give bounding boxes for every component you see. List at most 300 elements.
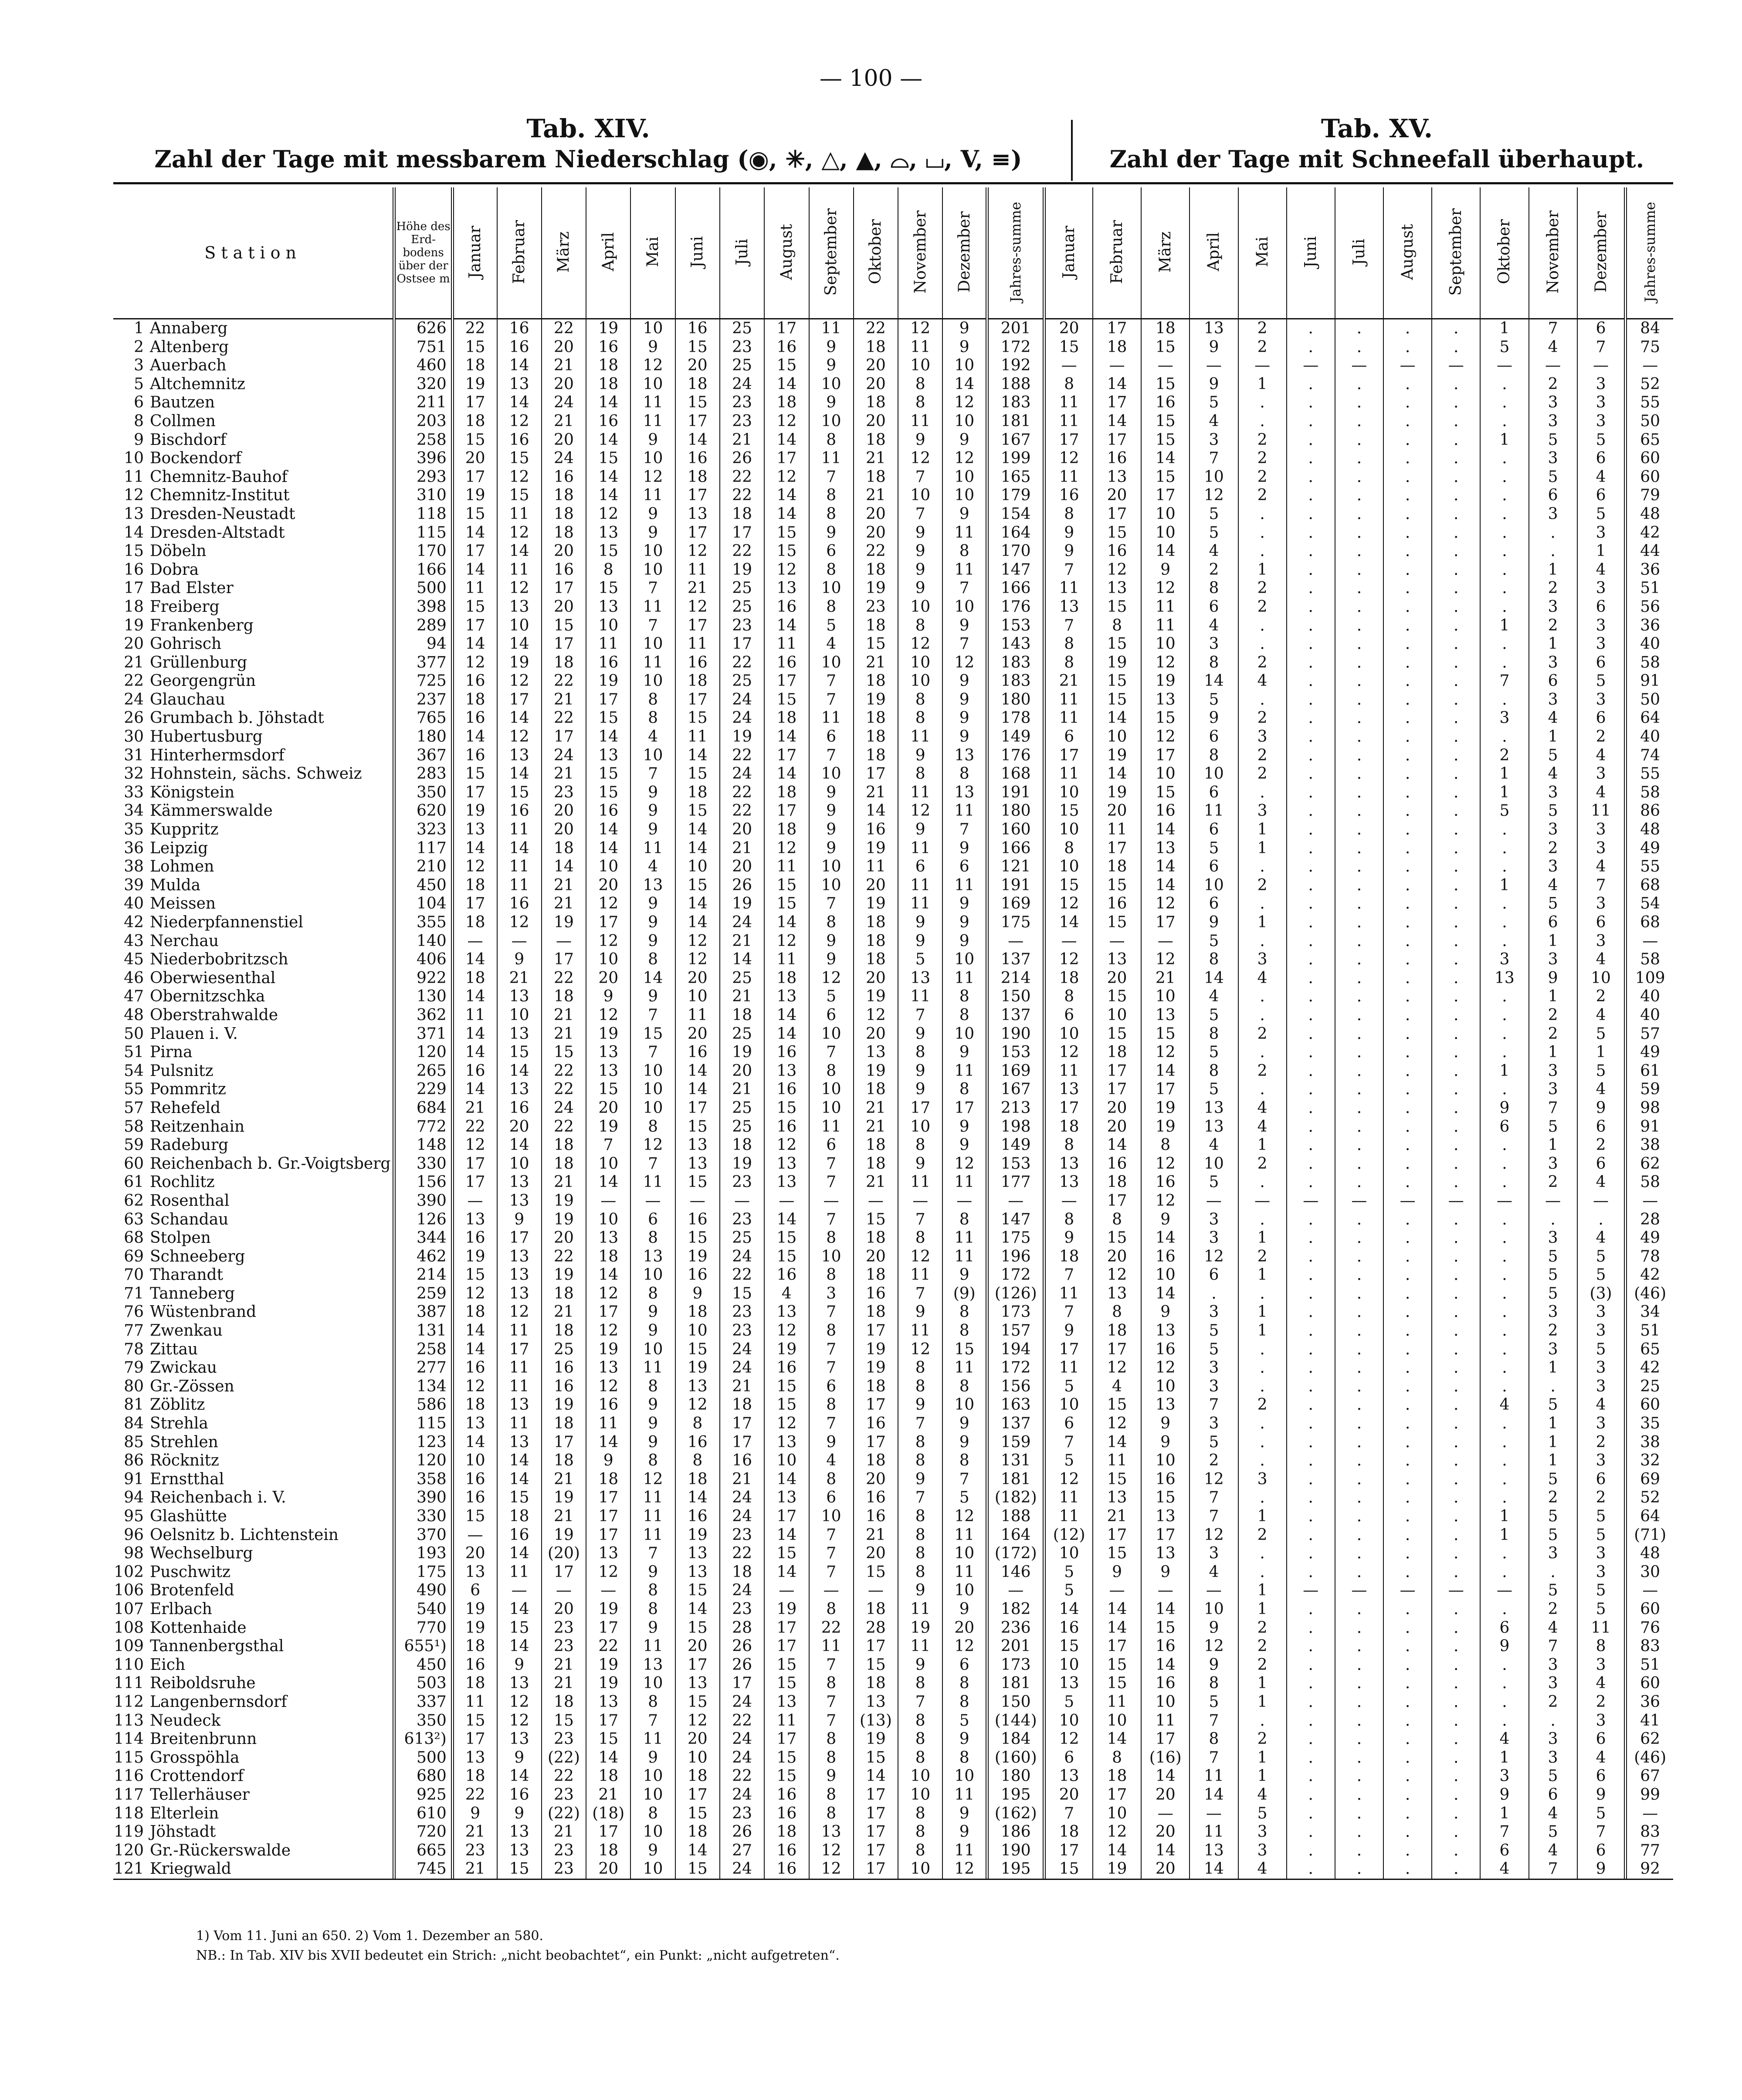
value-cell: 2: [1238, 709, 1287, 728]
value-cell: 12: [1093, 561, 1141, 580]
station-cell: [113, 356, 394, 375]
value-cell: 69: [1626, 1470, 1673, 1489]
value-cell: .: [1432, 802, 1480, 821]
value-cell: .: [1383, 932, 1432, 951]
value-cell: 6: [1577, 1767, 1626, 1786]
value-cell: 188: [987, 1507, 1044, 1526]
value-cell: .: [1238, 412, 1287, 431]
value-cell: 12: [452, 654, 497, 672]
value-cell: 4: [1190, 617, 1238, 635]
value-cell: .: [1287, 1062, 1335, 1081]
value-cell: 15: [854, 1656, 898, 1675]
value-cell: 17: [854, 765, 898, 784]
value-cell: —: [542, 1581, 586, 1600]
value-cell: 16: [675, 1043, 720, 1062]
value-cell: 5: [1529, 1526, 1577, 1545]
value-cell: .: [1480, 505, 1528, 524]
value-cell: .: [1335, 1842, 1383, 1860]
value-cell: 10: [1190, 876, 1238, 895]
station-number: 78: [124, 1340, 144, 1358]
header-xiv-3: [542, 187, 586, 319]
value-cell: 17: [586, 1712, 630, 1730]
table-row: [113, 1025, 1673, 1044]
value-cell: 48: [1626, 505, 1673, 524]
value-cell: 7: [1480, 1823, 1528, 1842]
table-row: [113, 1211, 1673, 1229]
value-cell: 10: [1044, 821, 1093, 839]
value-cell: 14: [854, 802, 898, 821]
elevation-cell: 460: [394, 356, 452, 375]
station-cell: [113, 1266, 394, 1285]
value-cell: .: [1287, 1860, 1335, 1879]
table-row: [113, 728, 1673, 746]
value-cell: .: [1383, 1229, 1432, 1248]
value-cell: 3: [1190, 1359, 1238, 1377]
table-row: [113, 1489, 1673, 1507]
value-cell: 12: [497, 913, 542, 932]
value-cell: 9: [942, 1805, 987, 1823]
value-cell: .: [1383, 821, 1432, 839]
value-cell: 44: [1626, 542, 1673, 561]
value-cell: 3: [1529, 821, 1577, 839]
value-cell: 6: [809, 1006, 854, 1025]
value-cell: .: [1383, 895, 1432, 913]
value-cell: 1: [1238, 1229, 1287, 1248]
value-cell: 4: [1238, 672, 1287, 691]
table-row: [113, 1248, 1673, 1266]
value-cell: .: [1287, 654, 1335, 672]
value-cell: 13: [1190, 1842, 1238, 1860]
value-cell: 21: [586, 1786, 630, 1805]
value-cell: 11: [809, 1118, 854, 1137]
value-cell: 5: [1529, 1507, 1577, 1526]
station-name: Langenbernsdorf: [150, 1693, 287, 1711]
value-cell: .: [1287, 1155, 1335, 1174]
value-cell: .: [1480, 468, 1528, 487]
value-cell: 8: [630, 1377, 675, 1396]
value-cell: 6: [1044, 1749, 1093, 1768]
value-cell: .: [1480, 913, 1528, 932]
value-cell: 12: [1141, 654, 1190, 672]
value-cell: 13: [586, 524, 630, 543]
value-cell: 20: [854, 876, 898, 895]
value-cell: .: [1335, 746, 1383, 765]
value-cell: 15: [764, 1229, 809, 1248]
value-cell: 159: [987, 1433, 1044, 1452]
value-cell: .: [1480, 1080, 1528, 1099]
value-cell: 15: [586, 765, 630, 784]
value-cell: .: [1238, 1080, 1287, 1099]
value-cell: 18: [854, 1155, 898, 1174]
value-cell: 16: [497, 431, 542, 450]
value-cell: 13: [675, 1155, 720, 1174]
value-cell: 190: [987, 1025, 1044, 1044]
station-cell: [113, 876, 394, 895]
value-cell: 9: [1190, 1656, 1238, 1675]
value-cell: 5: [1529, 895, 1577, 913]
value-cell: 11: [942, 969, 987, 988]
value-cell: 5: [1529, 1767, 1577, 1786]
value-cell: 5: [1529, 1285, 1577, 1303]
value-cell: 25: [720, 356, 764, 375]
value-cell: 17: [542, 1563, 586, 1582]
elevation-cell: 390: [394, 1489, 452, 1507]
value-cell: .: [1335, 394, 1383, 412]
elevation-cell: 131: [394, 1322, 452, 1340]
value-cell: .: [1383, 412, 1432, 431]
elevation-cell: 765: [394, 709, 452, 728]
value-cell: 11: [1044, 1062, 1093, 1081]
header-xiv-8-label: August: [777, 224, 796, 280]
value-cell: 16: [1141, 1674, 1190, 1693]
value-cell: .: [1432, 1452, 1480, 1470]
value-cell: .: [1577, 1211, 1626, 1229]
tab15-title: Zahl der Tage mit Schneefall überhaupt.: [1109, 145, 1644, 173]
header-xv-8-label: August: [1399, 224, 1417, 280]
value-cell: 16: [764, 1118, 809, 1137]
value-cell: 4: [1529, 338, 1577, 357]
station-name: Königstein: [150, 783, 235, 801]
value-cell: 20: [854, 356, 898, 375]
value-cell: 10: [809, 876, 854, 895]
value-cell: .: [1287, 1470, 1335, 1489]
value-cell: 40: [1626, 1006, 1673, 1025]
value-cell: 40: [1626, 635, 1673, 654]
value-cell: .: [1335, 1526, 1383, 1545]
value-cell: 14: [1190, 1786, 1238, 1805]
value-cell: 15: [764, 1544, 809, 1563]
value-cell: .: [1480, 987, 1528, 1006]
value-cell: 4: [1190, 1563, 1238, 1582]
station-number: 113: [114, 1711, 144, 1730]
station-name: Zwenkau: [150, 1322, 223, 1340]
station-number: 115: [114, 1748, 144, 1767]
value-cell: 15: [675, 1619, 720, 1638]
value-cell: 11: [854, 858, 898, 876]
value-cell: 1: [1238, 561, 1287, 580]
value-cell: 7: [942, 821, 987, 839]
value-cell: 15: [675, 1693, 720, 1712]
value-cell: 13: [452, 1211, 497, 1229]
elevation-cell: 170: [394, 542, 452, 561]
value-cell: 19: [1093, 654, 1141, 672]
value-cell: 13: [764, 579, 809, 598]
value-cell: 12: [898, 319, 942, 338]
value-cell: 13: [1190, 1099, 1238, 1118]
value-cell: .: [1432, 728, 1480, 746]
value-cell: 10: [1141, 765, 1190, 784]
value-cell: 12: [764, 1136, 809, 1155]
value-cell: 21: [1093, 1507, 1141, 1526]
value-cell: 11: [630, 598, 675, 617]
value-cell: 17: [542, 728, 586, 746]
value-cell: .: [1432, 468, 1480, 487]
table-row: [113, 486, 1673, 505]
value-cell: 5: [1577, 1340, 1626, 1359]
value-cell: 15: [675, 1805, 720, 1823]
value-cell: .: [1335, 1025, 1383, 1044]
value-cell: 15: [675, 709, 720, 728]
value-cell: 10: [809, 375, 854, 394]
value-cell: 42: [1626, 524, 1673, 543]
value-cell: 18: [1093, 858, 1141, 876]
value-cell: 8: [809, 1396, 854, 1415]
value-cell: 7: [809, 1359, 854, 1377]
value-cell: 17: [1141, 1526, 1190, 1545]
station-number: 109: [114, 1637, 144, 1656]
value-cell: 15: [1093, 876, 1141, 895]
value-cell: 14: [1093, 765, 1141, 784]
table-row: [113, 1322, 1673, 1340]
value-cell: —: [809, 1581, 854, 1600]
value-cell: 9: [942, 319, 987, 338]
value-cell: .: [1335, 1433, 1383, 1452]
value-cell: .: [1287, 821, 1335, 839]
value-cell: 16: [586, 654, 630, 672]
value-cell: .: [1383, 542, 1432, 561]
value-cell: 6: [942, 1656, 987, 1675]
value-cell: 188: [987, 375, 1044, 394]
table-row: [113, 1563, 1673, 1582]
station-name: Röcknitz: [150, 1452, 219, 1470]
value-cell: 7: [898, 1489, 942, 1507]
value-cell: 169: [987, 895, 1044, 913]
value-cell: —: [1335, 356, 1383, 375]
value-cell: 7: [809, 1712, 854, 1730]
station-cell: [113, 1452, 394, 1470]
value-cell: —: [1383, 356, 1432, 375]
value-cell: 48: [1626, 821, 1673, 839]
value-cell: 11: [1093, 1693, 1141, 1712]
value-cell: 5: [1480, 802, 1528, 821]
value-cell: 11: [675, 728, 720, 746]
value-cell: 12: [942, 654, 987, 672]
value-cell: .: [1383, 1452, 1432, 1470]
value-cell: 6: [898, 858, 942, 876]
value-cell: 2: [1238, 1619, 1287, 1638]
value-cell: .: [1432, 969, 1480, 988]
value-cell: .: [1383, 1155, 1432, 1174]
value-cell: 21: [542, 691, 586, 709]
value-cell: 15: [675, 1229, 720, 1248]
value-cell: 9: [942, 431, 987, 450]
value-cell: 20: [675, 356, 720, 375]
value-cell: .: [1383, 1470, 1432, 1489]
value-cell: 99: [1626, 1786, 1673, 1805]
value-cell: 14: [675, 839, 720, 858]
value-cell: 2: [1238, 1526, 1287, 1545]
value-cell: 3: [1238, 728, 1287, 746]
value-cell: .: [1335, 1099, 1383, 1118]
value-cell: 4: [764, 1285, 809, 1303]
value-cell: 21: [452, 1823, 497, 1842]
value-cell: 12: [452, 1285, 497, 1303]
station-number: 9: [134, 431, 144, 449]
table-row: [113, 505, 1673, 524]
table-row: [113, 1192, 1673, 1211]
value-cell: 18: [764, 709, 809, 728]
value-cell: .: [1238, 1043, 1287, 1062]
value-cell: 6: [452, 1581, 497, 1600]
value-cell: 9: [497, 1749, 542, 1768]
value-cell: .: [1383, 1600, 1432, 1619]
value-cell: 7: [1529, 1637, 1577, 1656]
value-cell: 19: [452, 486, 497, 505]
value-cell: 20: [854, 524, 898, 543]
value-cell: 10: [942, 950, 987, 969]
value-cell: —: [1383, 1192, 1432, 1211]
value-cell: .: [1335, 524, 1383, 543]
value-cell: 8: [898, 1730, 942, 1749]
value-cell: 9: [898, 746, 942, 765]
value-cell: .: [1287, 1693, 1335, 1712]
value-cell: 2: [1480, 746, 1528, 765]
value-cell: 18: [452, 412, 497, 431]
header-xv-jahressumme-label: Jahres-summe: [1642, 201, 1659, 302]
value-cell: 18: [675, 1303, 720, 1322]
value-cell: 21: [542, 895, 586, 913]
value-cell: 16: [586, 802, 630, 821]
value-cell: 12: [764, 932, 809, 951]
value-cell: 18: [854, 932, 898, 951]
station-number: 63: [124, 1210, 144, 1228]
value-cell: 14: [497, 542, 542, 561]
value-cell: 213: [987, 1099, 1044, 1118]
station-name: Bischdorf: [150, 431, 227, 449]
station-number: 94: [124, 1489, 144, 1507]
station-number: 108: [114, 1618, 144, 1637]
value-cell: .: [1335, 635, 1383, 654]
value-cell: 7: [898, 1211, 942, 1229]
value-cell: .: [1335, 1823, 1383, 1842]
station-cell: [113, 1730, 394, 1749]
value-cell: 13: [1093, 468, 1141, 487]
value-cell: 19: [586, 672, 630, 691]
value-cell: 15: [452, 1712, 497, 1730]
header-xv-12-label: Dezember: [1592, 211, 1610, 293]
value-cell: 18: [586, 1842, 630, 1860]
value-cell: .: [1432, 1155, 1480, 1174]
value-cell: 14: [497, 1470, 542, 1489]
value-cell: 7: [809, 1415, 854, 1433]
value-cell: 15: [1093, 672, 1141, 691]
value-cell: 9: [630, 1619, 675, 1638]
value-cell: 13: [497, 375, 542, 394]
value-cell: 10: [1141, 1452, 1190, 1470]
value-cell: 16: [854, 1489, 898, 1507]
station-cell: [113, 1805, 394, 1823]
value-cell: 13: [675, 505, 720, 524]
value-cell: 13: [497, 1730, 542, 1749]
value-cell: 11: [898, 784, 942, 802]
value-cell: 12: [1141, 728, 1190, 746]
value-cell: 8: [809, 1229, 854, 1248]
value-cell: .: [1383, 765, 1432, 784]
value-cell: .: [1287, 858, 1335, 876]
value-cell: 7: [1190, 449, 1238, 468]
value-cell: 9: [630, 505, 675, 524]
value-cell: 14: [675, 1600, 720, 1619]
value-cell: 2: [1529, 1025, 1577, 1044]
value-cell: 18: [452, 969, 497, 988]
value-cell: 12: [1044, 950, 1093, 969]
value-cell: .: [1287, 950, 1335, 969]
value-cell: 19: [586, 1600, 630, 1619]
header-xiv-12: [942, 187, 987, 319]
value-cell: .: [1432, 1526, 1480, 1545]
elevation-cell: 490: [394, 1581, 452, 1600]
value-cell: 8: [630, 1805, 675, 1823]
value-cell: 18: [675, 1823, 720, 1842]
value-cell: 10: [630, 1266, 675, 1285]
elevation-cell: 258: [394, 431, 452, 450]
station-number: 32: [124, 765, 144, 783]
value-cell: 3: [1577, 1712, 1626, 1730]
value-cell: 9: [809, 932, 854, 951]
value-cell: 1: [1529, 1136, 1577, 1155]
value-cell: 8: [1190, 1062, 1238, 1081]
value-cell: 10: [675, 1322, 720, 1340]
value-cell: .: [1383, 598, 1432, 617]
value-cell: 23: [542, 1860, 586, 1879]
value-cell: 10: [675, 987, 720, 1006]
value-cell: 24: [720, 1860, 764, 1879]
value-cell: .: [1480, 895, 1528, 913]
value-cell: .: [1432, 1712, 1480, 1730]
value-cell: 13: [1044, 1155, 1093, 1174]
value-cell: 15: [764, 1248, 809, 1266]
header-xv-jahressumme: [1626, 187, 1673, 319]
title-separator: [1071, 120, 1073, 181]
value-cell: 3: [1577, 579, 1626, 598]
elevation-cell: 772: [394, 1118, 452, 1137]
value-cell: 8: [1093, 1211, 1141, 1229]
value-cell: .: [1432, 784, 1480, 802]
value-cell: .: [1480, 1303, 1528, 1322]
value-cell: .: [1383, 486, 1432, 505]
header-xv-1-label: Januar: [1060, 225, 1078, 278]
value-cell: 195: [987, 1786, 1044, 1805]
value-cell: 65: [1626, 1340, 1673, 1359]
value-cell: 62: [1626, 1730, 1673, 1749]
value-cell: 164: [987, 1526, 1044, 1545]
value-cell: 13: [854, 1693, 898, 1712]
value-cell: 24: [720, 1581, 764, 1600]
station-name: Kriegwald: [150, 1860, 231, 1878]
value-cell: 24: [720, 1730, 764, 1749]
value-cell: —: [1335, 1581, 1383, 1600]
value-cell: 4: [1577, 784, 1626, 802]
value-cell: 60: [1626, 1600, 1673, 1619]
header-xiv-7-label: Juli: [733, 238, 751, 265]
value-cell: 9: [809, 1433, 854, 1452]
value-cell: 20: [542, 1229, 586, 1248]
value-cell: 10: [1044, 858, 1093, 876]
station-cell: [113, 1842, 394, 1860]
value-cell: .: [1383, 1266, 1432, 1285]
value-cell: 9: [497, 1211, 542, 1229]
value-cell: 23: [542, 1637, 586, 1656]
station-cell: [113, 1563, 394, 1582]
value-cell: 19: [586, 1674, 630, 1693]
value-cell: —: [987, 932, 1044, 951]
header-xv-11: [1529, 187, 1577, 319]
value-cell: .: [1383, 319, 1432, 338]
station-cell: [113, 1062, 394, 1081]
value-cell: 11: [1044, 468, 1093, 487]
value-cell: .: [1287, 1303, 1335, 1322]
value-cell: 19: [452, 1619, 497, 1638]
